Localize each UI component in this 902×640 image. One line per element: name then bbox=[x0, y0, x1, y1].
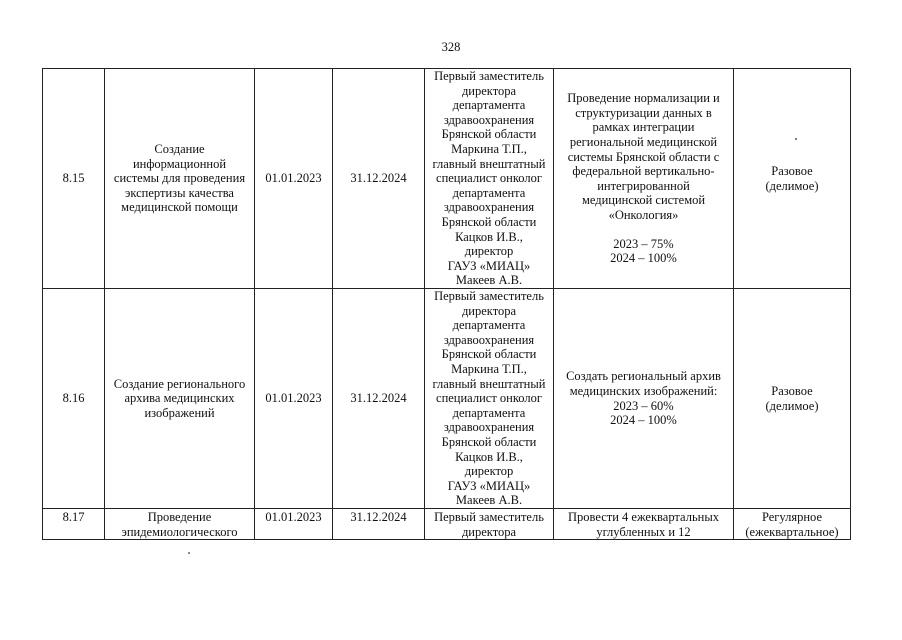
spacer bbox=[557, 223, 730, 237]
activity-type: Регулярное (ежеквартальное) bbox=[734, 509, 851, 540]
expected-result-values: 2023 – 75% 2024 – 100% bbox=[610, 236, 677, 266]
activity-name: Создание информационной системы для проведения экспертизы качества медицинской помощи bbox=[105, 69, 255, 289]
activity-type: Разовое (делимое) bbox=[734, 69, 851, 289]
expected-result: Проведение нормализации и структуризации данных в рамках интеграции региональной медицинской системы Брянской области с федеральной вертикально- интегрированной медицинской системой «Онкология» bbox=[567, 91, 720, 222]
responsible-persons: Первый заместитель директора bbox=[425, 509, 554, 540]
end-date: 31.12.2024 bbox=[333, 509, 425, 540]
activity-name: Создание регионального архива медицинских изображений bbox=[105, 289, 255, 509]
start-date: 01.01.2023 bbox=[255, 289, 333, 509]
start-date: 01.01.2023 bbox=[255, 69, 333, 289]
scan-speck bbox=[188, 552, 190, 554]
activity-type: Разовое (делимое) bbox=[734, 289, 851, 509]
page-number: 328 bbox=[441, 40, 461, 54]
row-number: 8.17 bbox=[43, 509, 105, 540]
end-date: 31.12.2024 bbox=[333, 289, 425, 509]
responsible-persons: Первый заместитель директора департамента здравоохранения Брянской области Маркина Т.П., главный внештатный специалист онколог департамента здравоохранения Брянской области Кацков И.В., директор ГАУЗ «МИАЦ» Макеев А.В. bbox=[425, 69, 554, 289]
end-date: 31.12.2024 bbox=[333, 69, 425, 289]
table-row bbox=[43, 509, 851, 540]
activity-name: Проведение эпидемиологического bbox=[105, 509, 255, 540]
table-row bbox=[43, 69, 851, 289]
plan-table bbox=[42, 68, 851, 540]
expected-result-cell bbox=[554, 69, 734, 289]
row-number: 8.16 bbox=[43, 289, 105, 509]
row-number: 8.15 bbox=[43, 69, 105, 289]
expected-result: Провести 4 ежеквартальных углубленных и 12 bbox=[554, 509, 734, 540]
table-row bbox=[43, 289, 851, 509]
responsible-persons: Первый заместитель директора департамента здравоохранения Брянской области Маркина Т.П., главный внештатный специалист онколог департамента здравоохранения Брянской области Кацков И.В., директор ГАУЗ «МИАЦ» Макеев А.В. bbox=[425, 289, 554, 509]
expected-result: Создать региональный архив медицинских изображений: 2023 – 60% 2024 – 100% bbox=[554, 289, 734, 509]
scan-speck bbox=[795, 138, 797, 140]
start-date: 01.01.2023 bbox=[255, 509, 333, 540]
